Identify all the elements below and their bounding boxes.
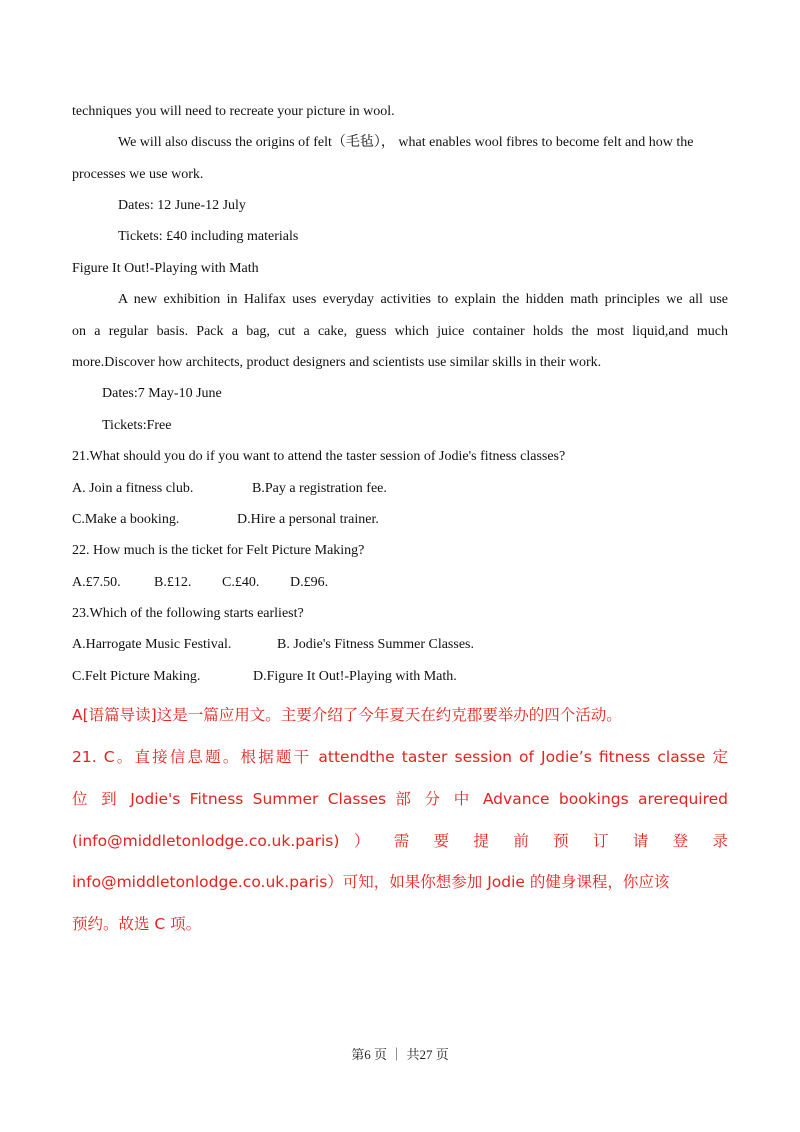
option-d: D.Figure It Out!-Playing with Math. bbox=[253, 669, 457, 684]
answer-line: 预约。故选 C 项。 bbox=[72, 915, 202, 933]
option-a: A.Harrogate Music Festival. bbox=[72, 637, 232, 652]
option-d: D.Hire a personal trainer. bbox=[237, 512, 379, 527]
passage-line: techniques you will need to recreate your picture in wool. bbox=[72, 104, 395, 119]
option-c: C.Felt Picture Making. bbox=[72, 669, 201, 684]
answer-line: 21. C。直接信息题。根据题干 attendthe taster session of Jodie’s fitness classe 定 bbox=[72, 748, 728, 766]
math-dates: Dates:7 May-10 June bbox=[102, 386, 222, 401]
math-tickets: Tickets:Free bbox=[102, 418, 172, 433]
option-b: B.£12. bbox=[154, 575, 192, 590]
answer-line: (info@middletonlodge.co.uk.paris) ） 需 要 提 前 预 订 请 登 录 bbox=[72, 832, 728, 850]
option-c: C.£40. bbox=[222, 575, 260, 590]
page-footer: 第6 页 ｜ 共27 页 bbox=[351, 1047, 449, 1062]
option-a: A.£7.50. bbox=[72, 575, 121, 590]
answer-line: 位 到 Jodie's Fitness Summer Classes 部 分 中 Advance bookings arerequired bbox=[72, 790, 728, 808]
option-d: D.£96. bbox=[290, 575, 329, 590]
passage-line: We will also discuss the origins of felt（毛毡）， what enables wool fibres to become felt and how the bbox=[118, 135, 694, 150]
question-21: 21.What should you do if you want to attend the taster session of Jodie's fitness classes? bbox=[72, 449, 566, 464]
passage-line: more.Discover how architects, product designers and scientists use similar skills in their work. bbox=[72, 355, 602, 370]
answer-line: info@middletonlodge.co.uk.paris）可知，如果你想参加 Jodie 的健身课程，你应该 bbox=[72, 873, 670, 891]
felt-dates: Dates: 12 June-12 July bbox=[118, 198, 246, 213]
question-22: 22. How much is the ticket for Felt Picture Making? bbox=[72, 543, 365, 558]
section-heading: Figure It Out!-Playing with Math bbox=[72, 261, 259, 276]
answer-intro: A[语篇导读]这是一篇应用文。主要介绍了今年夏天在约克郡要举办的四个活动。 bbox=[72, 706, 622, 724]
passage-line: processes we use work. bbox=[72, 167, 204, 182]
option-b: B. Jodie's Fitness Summer Classes. bbox=[277, 637, 474, 652]
passage-line: A new exhibition in Halifax uses everyday activities to explain the hidden math principles we all use bbox=[118, 292, 728, 307]
option-a: A. Join a fitness club. bbox=[72, 481, 194, 496]
option-b: B.Pay a registration fee. bbox=[252, 481, 387, 496]
felt-tickets: Tickets: £40 including materials bbox=[118, 229, 299, 244]
option-c: C.Make a booking. bbox=[72, 512, 180, 527]
passage-line: on a regular basis. Pack a bag, cut a cake, guess which juice container holds the most liquid,and much bbox=[72, 324, 728, 339]
question-23: 23.Which of the following starts earliest? bbox=[72, 606, 304, 621]
